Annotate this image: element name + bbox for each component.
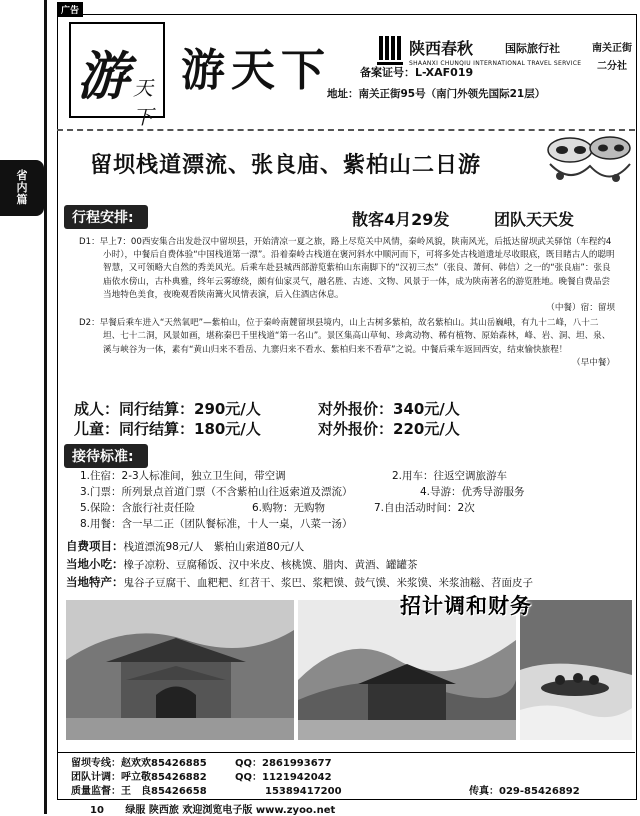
- snacks-text: 橡子凉粉、豆腐稀饭、汉中米皮、核桃馍、腊肉、黄酒、罐罐茶: [123, 559, 418, 571]
- mountain-gate-photo: [298, 600, 516, 740]
- itinerary-text: D2：早餐后乘车进入“天然氧吧”—紫柏山，位于秦岭南麓留坝县境内，山上古树多紫柏，故名紫柏山。其山岳巍峨，有九十二峰，八十二坦、七十二洞，风景如画，堪称秦巴千里栈道“第一名山”。景区集高山草甸、珍禽动物、稀有植物、原始森林，峰、岩、洞、坦、泉、溪与峡谷为一体，素有“黄山归来不看岳、九寨归来不看水、紫柏归来不看草”之说。中餐后乘车返回西安，结束愉快旅程！: [79, 318, 611, 355]
- standard-item: 4.导游：优秀导游服务: [420, 486, 525, 498]
- adult-price: 成人：同行结算：290元/人: [74, 400, 261, 418]
- address: 地址：南关正街95号（南门外领先国际21层）: [327, 88, 546, 100]
- line-contact: 留坝专线：赵欢欢85426885: [71, 758, 207, 769]
- itinerary-heading: 行程安排:: [64, 205, 148, 229]
- standards-heading: 接待标准:: [64, 444, 148, 468]
- specialties-label: 当地特产：: [66, 575, 124, 589]
- carnival-mask-icon: [540, 130, 635, 192]
- self-pay-text: 栈道漂流98元/人 紫柏山索道80元/人: [123, 541, 305, 553]
- brand-logo: [69, 22, 165, 129]
- agency-en-name: SHAANXI CHUNQIU INTERNATIONAL TRAVEL SERVICE: [409, 60, 582, 67]
- team-contact: 团队计调：呼立敬85426882: [71, 772, 207, 783]
- header: [57, 14, 635, 131]
- standard-item: 8.用餐：含一早二正（团队餐标准，十人一桌，八菜一汤）: [80, 518, 353, 530]
- recruitment-slogan: 招计调和财务: [400, 594, 532, 618]
- footer-text: 绿服 陕西旅 欢迎浏览电子版 www.zyoo.net: [125, 805, 336, 816]
- self-pay-items: [66, 538, 626, 555]
- child-price: 儿童：同行结算：180元/人: [74, 420, 261, 438]
- snacks-label: 当地小吃：: [66, 557, 124, 571]
- itinerary: [79, 236, 615, 372]
- agency-name: 陕西春秋: [409, 39, 474, 58]
- section-tab-char: 内: [16, 181, 28, 194]
- team-qq: QQ：1121942042: [235, 772, 332, 783]
- standard-item: 1.住宿：2-3人标准间，独立卫生间，带空调: [80, 470, 286, 482]
- standards-row: [80, 484, 620, 500]
- standard-item: 7.自由活动时间：2次: [374, 502, 475, 514]
- itinerary-day: [79, 317, 615, 370]
- brand-title: 游天下: [181, 45, 331, 96]
- ad-tag: 广告: [57, 2, 83, 17]
- branch-line: 南关正街: [592, 43, 632, 54]
- itinerary-meal: （中餐）宿：留坝: [546, 303, 615, 314]
- quality-phone: 15389417200: [265, 786, 342, 797]
- adult-retail-price: 对外报价：340元/人: [318, 400, 460, 418]
- rafting-photo: [520, 600, 632, 740]
- itinerary-text: D1：早上7：00西安集合出发赴汉中留坝县，开始清凉一夏之旅，路上尽览关中风情，秦岭风貌，陕南风光，后抵达留坝武关驿馆（车程约4小时），中餐后自费体验“中国栈道第一漂”。沿着秦岭古栈道在褒河斜水中顺河而下，可将多处古栈道遗址尽收眼底，既目睹古人的聪明智慧，又可领略大自然的秀美风光。后乘车赴县城西部游览紫柏山东南脚下的“汉初三杰”（张良、萧何、韩信）之一的“张良庙”：张良庙依水傍山，古朴典雅，终年云雾缭绕，颇有仙家灵气，融名胜、古迹、文物、风景于一体，成为陕南著名的游览胜地。晚餐自费品尝当地特色美食，夜晚观看陕南篝火风情表演，后入住酒店休息。: [79, 237, 615, 300]
- child-retail-price: 对外报价：220元/人: [318, 420, 460, 438]
- local-snacks: [66, 556, 626, 573]
- itinerary-meal: （早中餐）: [572, 357, 615, 368]
- section-tab-char: 篇: [16, 193, 28, 206]
- license-number: 备案证号：L-XAF019: [360, 66, 474, 79]
- side-rule: [44, 0, 47, 814]
- standard-item: 6.购物：无购物: [252, 502, 326, 514]
- section-tab-char: 省: [16, 169, 28, 182]
- standards-list: [80, 468, 620, 532]
- standards-row: [80, 468, 620, 484]
- contact-info: [57, 752, 635, 799]
- team-info: 团队天天发: [494, 210, 575, 229]
- standards-row: [80, 516, 620, 532]
- section-tab: [0, 160, 44, 216]
- agency-suffix: 国际旅行社: [505, 42, 560, 55]
- logo-small-char: 天下: [133, 76, 153, 129]
- local-specialties: [66, 574, 626, 591]
- logo-big-char: 游: [77, 46, 130, 107]
- standard-item: 3.门票：所列景点首道门票（不含紫柏山往返索道及漂流）: [80, 486, 353, 498]
- departure-info: 散客4月29发: [352, 210, 450, 229]
- standard-item: 2.用车：往返空调旅游车: [392, 470, 508, 482]
- agency-branch: [587, 40, 637, 76]
- branch-line: 二分社: [597, 61, 627, 72]
- photo-strip: [66, 600, 632, 740]
- page-number: 10: [90, 805, 104, 816]
- fax-number: 传真：029-85426892: [469, 786, 580, 797]
- itinerary-day: [79, 236, 615, 315]
- specialties-text: 鬼谷子豆腐干、血粑粑、红苕干、浆巴、浆粑馍、鼓气馍、米浆馍、米浆油糍、苕面皮子: [123, 577, 533, 589]
- quality-contact: 质量监督：王 良85426658: [71, 786, 207, 797]
- self-pay-label: 自费项目：: [66, 539, 124, 553]
- standard-item: 5.保险：含旅行社责任险: [80, 502, 196, 514]
- standards-row: [80, 500, 620, 516]
- line-qq: QQ：2861993677: [235, 758, 332, 769]
- route-title: 留坝栈道漂流、张良庙、紫柏山二日游: [90, 153, 482, 178]
- temple-gate-photo: [66, 600, 294, 740]
